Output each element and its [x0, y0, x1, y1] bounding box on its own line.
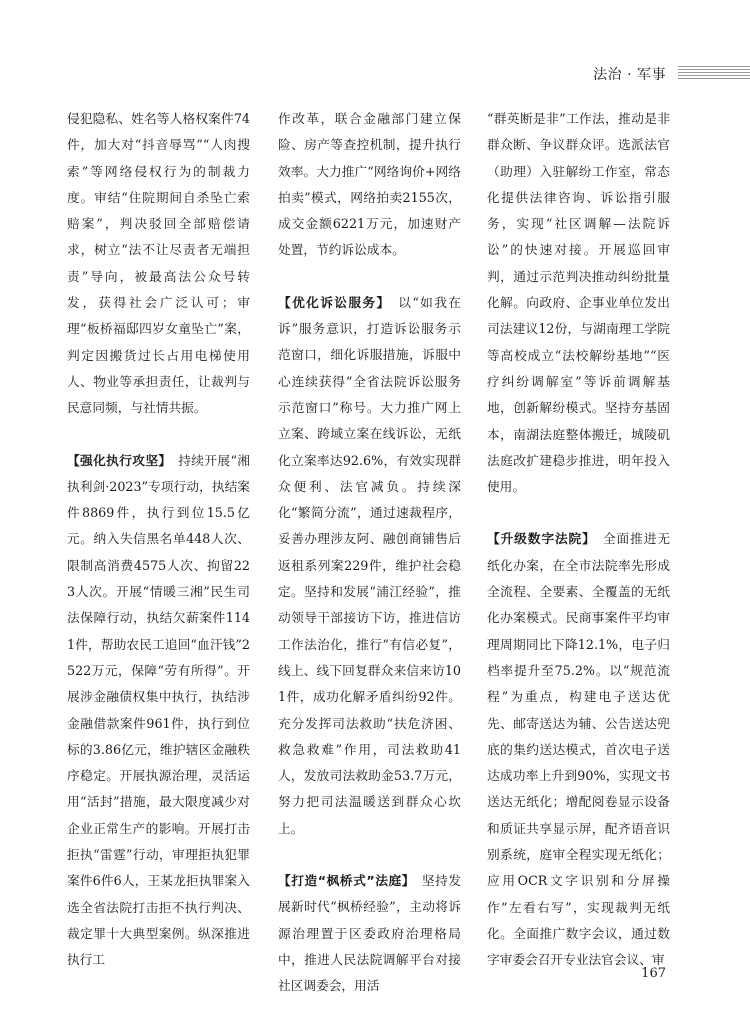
paragraph	[278, 290, 461, 842]
paragraph	[487, 526, 670, 973]
text-column-2	[278, 106, 461, 1000]
text-column-3	[487, 106, 670, 974]
paragraph: “群英断是非”工作法，推动是非群众断、争议群众评。选派法官（助理）入驻解纷工作室，常态化提供法律咨询、诉讼指引服务，实现“社区调解—法院诉讼”的快速对接。开展巡回审判，通过示范判决推动纠纷批量化解。向政府、企事业单位发出司法建议12份，与湖南理工学院等高校成立“法校解纷基地”“医疗纠纷调解室”等诉前调解基地，创新解纷模式。坚持夯基固本，南湖法庭整体搬迁，城陵矶法庭改扩建稳步推进，明年投入使用。	[487, 111, 670, 495]
section-heading: 【升级数字法院】	[487, 531, 590, 547]
paragraph-body: 以“如我在诉”服务意识，打造诉讼服务示范窗口，细化诉服措施，诉服中心连续获得“全省法院诉讼服务示范窗口”称号。大力推广网上立案、跨域立案在线诉讼，无纸化立案率达92.6%，有效实现群众便利、法官减负。持续深化“繁简分流”，通过速裁程序，妥善办理涉友阿、融创商铺售后返租系列案229件，维护社会稳定。坚持和发展“浦江经验”，推动领导干部接访下访，推进信访工作法治化，推行“有信必复”，线上、线下回复群众来信来访101件，成功化解矛盾纠纷92件。充分发挥司法救助“扶危济困、救急救难”作用，司法救助41人，发放司法救助金53.7万元，努力把司法温暖送到群众心坎上。	[278, 294, 461, 836]
text-column-1	[67, 106, 250, 974]
section-heading: 【打造“枫桥式”法庭】	[278, 873, 409, 889]
paragraph-body: 持续开展“湘执利剑·2023”专项行动，执结案件8869件，执行到位15.5亿元。纳入失信黑名单448人次、限制高消费4575人次、拘留223人次。开展“情暖三湘”民生司法保障行动，执结欠薪案件1141件，帮助农民工追回“血汗钱”2522万元，保障“劳有所得”。开展涉金融债权集中执行，执结涉金融借款案件961件，执行到位标的3.86亿元，维护辖区金融秩序稳定。开展执源治理，灵活运用“活封”措施，最大限度减少对企业正常生产的影响。开展打击拒执“雷霆”行动，审理拒执犯罪案件6件6人，王某龙拒执罪案入选全省法院打击拒不执行判决、裁定罪十大典型案例。纵深推进执行工	[67, 452, 250, 968]
header-decoration	[678, 66, 750, 80]
section-heading: 【优化诉讼服务】	[278, 294, 385, 310]
paragraph	[278, 868, 461, 999]
paragraph: 作改革，联合金融部门建立保险、房产等查控机制，提升执行效率。大力推广“网络询价+网络拍卖”模式，网络拍卖2155次，成交金额6221万元，加速财产处置，节约诉讼成本。	[278, 111, 461, 258]
paragraph	[67, 448, 250, 974]
section-heading: 【强化执行攻坚】	[67, 452, 166, 468]
paragraph-body: 坚持发展新时代“枫桥经验”，主动将诉源治理置于区委政府治理格局中，推进人民法院调解平台对接社区调委会，用活	[278, 873, 462, 994]
paragraph: 侵犯隐私、姓名等人格权案件74件，加大对“抖音辱骂”“人肉搜索”等网络侵权行为的制裁力度。审结“住院期间自杀坠亡索赔案”，判决驳回全部赔偿请求，树立“法不让尽责者无端担责”导向，被最高法公众号转发，获得社会广泛认可；审理“板桥福邸四岁女童坠亡”案，判定因搬货过长占用电梯使用人、物业等承担责任，让裁判与民意同频，与社情共振。	[67, 111, 250, 416]
page-number: 167	[641, 966, 666, 981]
paragraph-body: 全面推进无纸化办案，在全市法院率先形成全流程、全要素、全覆盖的无纸化办案模式。民商事案件平均审理周期同比下降12.1%，电子归档率提升至75.2%。以“规范流程”为重点，构建电子送达优先、邮寄送达为辅、公告送达兜底的集约送达模式，首次电子送达成功率上升到90%，实现文书送达无纸化；增配阅卷显示设备和质证共享显示屏，配齐语音识别系统，庭审全程实现无纸化；应用OCR文字识别和分屏操作“左看右写”，实现裁判无纸化。全面推广数字会议，通过数字审委会召开专业法官会议、审	[487, 531, 671, 968]
section-label: 法治 · 军事	[593, 67, 666, 83]
